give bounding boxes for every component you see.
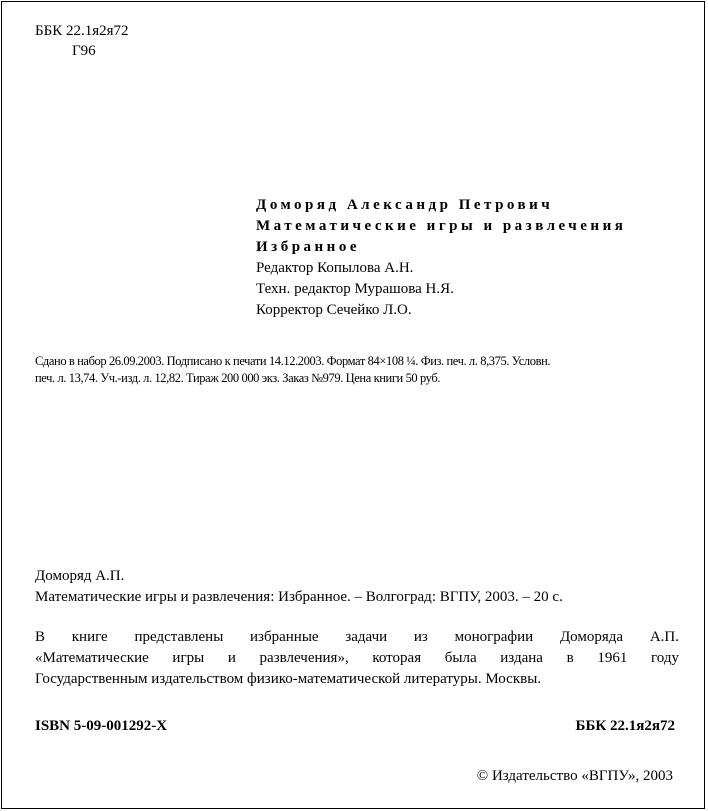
print-info — [35, 353, 679, 387]
copyright: © Издательство «ВГПУ», 2003 — [476, 768, 673, 784]
bbk-header — [35, 21, 129, 61]
author-full-name: Доморяд Александр Петрович — [256, 197, 554, 213]
tech-editor-credit: Техн. редактор Мурашова Н.Я. — [256, 281, 454, 297]
page-frame — [1, 1, 705, 809]
annotation-line-3: Государственным издательством физико-математической литературы. Москвы. — [35, 671, 542, 687]
bbk-footer-code: ББК 22.1я2я72 — [575, 718, 675, 734]
book-title: Математические игры и развлечения — [256, 218, 627, 234]
annotation — [35, 627, 679, 690]
isbn-row — [35, 716, 675, 737]
credits-block — [256, 195, 626, 321]
print-info-line-1: Сдано в набор 26.09.2003. Подписано к печати 14.12.2003. Формат 84×108 ¼. Физ. печ. л. 8,375. Условн. — [35, 354, 551, 368]
annotation-line-2: «Математические игры и развлечения», которая была издана в 1961 году — [35, 650, 679, 666]
book-subtitle: Избранное — [256, 239, 360, 255]
editor-credit: Редактор Копылова А.Н. — [256, 260, 414, 276]
bibliographic-record — [35, 566, 679, 608]
author-mark: Г96 — [72, 43, 96, 59]
biblio-author: Доморяд А.П. — [35, 568, 125, 584]
biblio-reference: Математические игры и развлечения: Избранное. – Волгоград: ВГПУ, 2003. – 20 с. — [35, 589, 563, 605]
bbk-code: ББК 22.1я2я72 — [35, 23, 129, 39]
proofreader-credit: Корректор Сечейко Л.О. — [256, 302, 412, 318]
annotation-line-1: В книге представлены избранные задачи из монографии Доморяда А.П. — [35, 629, 679, 645]
isbn: ISBN 5-09-001292-Х — [35, 718, 168, 734]
print-info-line-2: печ. л. 13,74. Уч.-изд. л. 12,82. Тираж 200 000 экз. Заказ №979. Цена книги 50 руб. — [35, 371, 441, 385]
